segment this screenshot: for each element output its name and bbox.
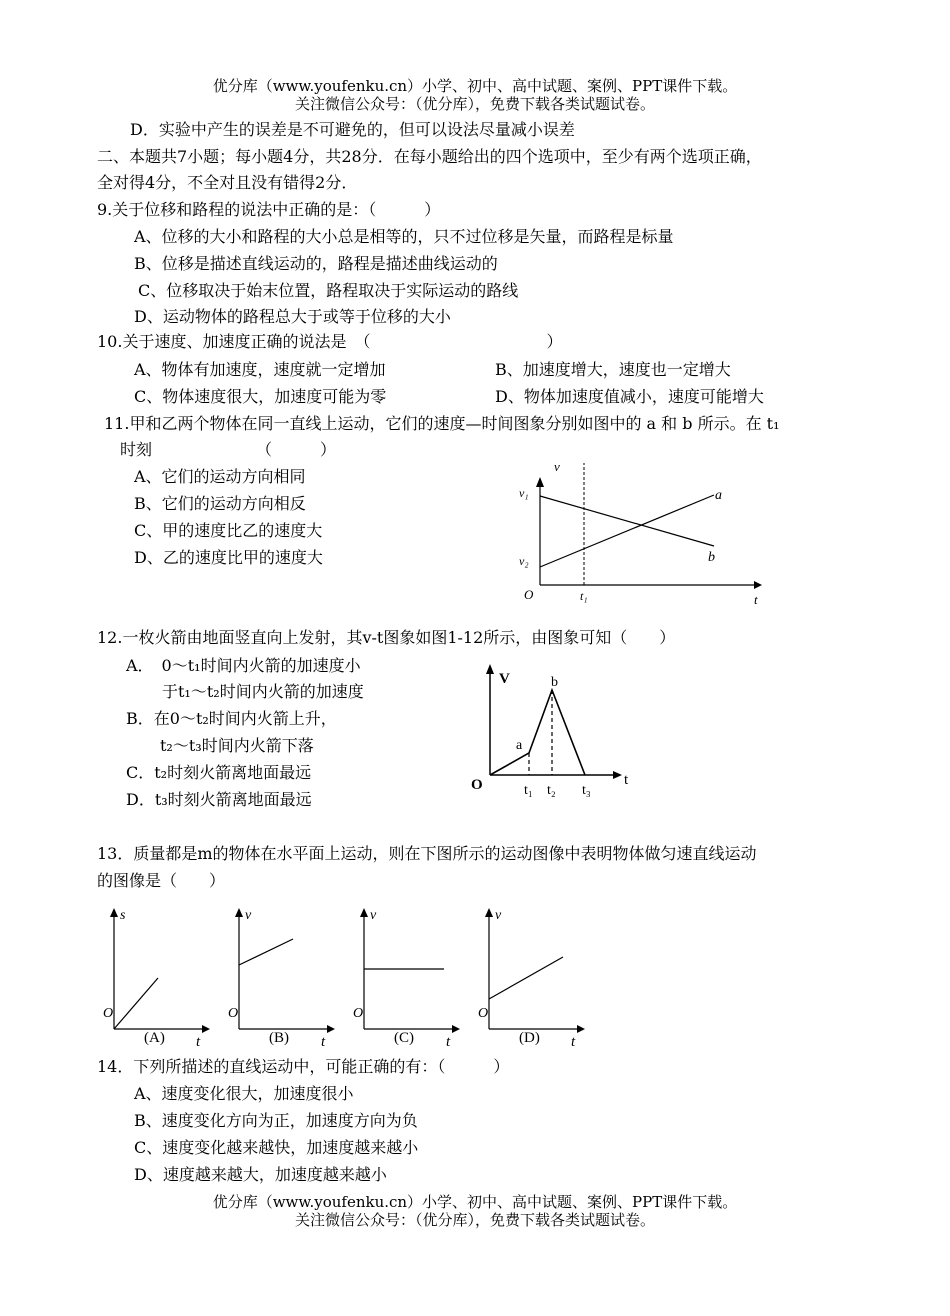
q11-option-a: A、它们的运动方向相同 [134,467,306,486]
q13-d-line [489,957,563,999]
q12-v-axis-arrow [486,664,494,674]
q13-a-origin: O [103,1006,114,1021]
q12-t-axis-label: t [624,772,629,788]
q9-option-b: B、位移是描述直线运动的，路程是描述曲线运动的 [134,254,498,273]
q12-vt-graph [465,660,645,805]
q11-line-a-label: a [715,488,722,503]
section2-line-2: 全对得4分，不全对且没有错得2分． [97,173,358,192]
q12-option-b: B．在0～t₂时间内火箭上升， [126,709,337,728]
q13-c-origin: O [353,1006,364,1021]
q12-v-axis-label: V [499,671,510,687]
q10-option-d: D、物体加速度值减小，速度可能增大 [495,387,764,406]
q9-option-d: D、运动物体的路程总大于或等于位移的大小 [134,307,451,326]
q14-option-c: C、速度变化越来越快，加速度越来越小 [134,1138,419,1157]
q12-t1-label: t₁ [524,783,533,798]
q12-t2-label: t₂ [547,783,556,798]
q11-line-b [540,496,714,546]
q12-t3-label: t₃ [582,783,591,798]
q13-a-caption: (A) [144,1030,165,1046]
q14-stem: 14．下列所描述的直线运动中，可能正确的有：（ ） [97,1057,510,1076]
q13-c-y-label: v [370,908,377,923]
q11-v2-label: v₂ [519,554,529,568]
q12-origin-label: O [471,777,483,793]
q13-b-origin: O [228,1006,239,1021]
q13-stem: 13．质量都是m的物体在水平面上运动，则在下图所示的运动图像中表明物体做匀速直线运动 [97,844,757,863]
q13-graph-b [225,905,345,1050]
q13-b-line [239,939,293,965]
q9-option-c: C、位移取决于始末位置，路程取决于实际运动的路线 [138,281,519,300]
q13-graph-c [350,905,470,1050]
q10-stem: 10.关于速度、加速度正确的说法是 （ ） [97,332,563,351]
footer-line-2: 关注微信公众号：（优分库），免费下载各类试题试卷。 [294,1211,655,1229]
q13-b-t-label: t [321,1034,326,1050]
q11-option-b: B、它们的运动方向相反 [134,494,306,513]
q13-a-t-axis-arrow [202,1025,210,1033]
q13-d-origin: O [478,1006,489,1021]
q13-a-line [114,978,158,1029]
q14-option-a: A、速度变化很大，加速度很小 [134,1084,354,1103]
header-line-2: 关注微信公众号：（优分库），免费下载各类试题试卷。 [294,95,655,113]
q12-t-axis-arrow [613,771,622,779]
q12-vt-curve [490,690,585,775]
q11-vt-graph [500,455,780,610]
q11-t-axis-arrow [754,581,762,589]
q13-stem-2: 的图像是（ ） [97,871,226,890]
q11-origin-label: O [524,587,534,602]
q11-t-axis-label: t [754,592,758,607]
q13-b-caption: (B) [269,1030,289,1046]
q11-v1-label: v₁ [519,486,529,500]
q13-c-y-axis-arrow [360,908,368,917]
q12-point-b-label: b [551,675,558,690]
q12-option-a-cont: 于t₁～t₂时间内火箭的加速度 [162,682,364,701]
q11-line-b-label: b [708,550,715,565]
q14-option-b: B、速度变化方向为正，加速度方向为负 [134,1111,418,1130]
q11-option-c: C、甲的速度比乙的速度大 [134,521,323,540]
q11-stem-2: 时刻 （ ） [120,440,337,459]
q12-stem: 12.一枚火箭由地面竖直向上发射，其v-t图象如图1-12所示，由图象可知（ ） [97,628,676,647]
q13-b-t-axis-arrow [327,1025,335,1033]
q9-option-a: A、位移的大小和路程的大小总是相等的，只不过位移是矢量，而路程是标量 [134,227,674,246]
q8-option-d: D．实验中产生的误差是不可避免的，但可以设法尽量减小误差 [130,120,575,139]
q13-c-caption: (C) [394,1030,414,1046]
q9-stem: 9.关于位移和路程的说法中正确的是：（ ） [97,200,441,219]
q12-option-c: C．t₂时刻火箭离地面最远 [126,763,312,782]
q12-option-b-cont: t₂～t₃时间内火箭下落 [160,736,314,755]
section2-line-1: 二、本题共7小题；每小题4分，共28分．在每小题给出的四个选项中，至少有两个选项正确， [97,147,762,166]
q13-c-t-label: t [446,1034,451,1050]
q13-graph-a [100,905,220,1050]
q11-line-a [540,495,714,567]
q12-option-a: A． 0～t₁时间内火箭的加速度小 [126,656,361,675]
q10-option-b: B、加速度增大，速度也一定增大 [495,360,731,379]
q11-stem: 11.甲和乙两个物体在同一直线上运动，它们的速度—时间图象分别如图中的 a 和 b 所示。在 t₁ [104,414,780,433]
q11-v-axis-arrow [536,477,544,487]
q10-option-c: C、物体速度很大，加速度可能为零 [134,387,387,406]
q11-v-axis-label: v [554,459,560,474]
q11-t1-label: t₁ [580,589,588,603]
q13-a-y-axis-arrow [110,908,118,917]
q13-b-y-axis-arrow [235,908,243,917]
q13-c-t-axis-arrow [452,1025,460,1033]
q13-a-t-label: t [196,1034,201,1050]
q13-graph-d [475,905,595,1050]
q13-d-t-label: t [571,1034,576,1050]
q13-a-y-label: s [120,908,126,923]
q13-d-y-axis-arrow [485,908,493,917]
header-line-1: 优分库（www.youfenku.cn）小学、初中、高中试题、案例、PPT课件下载。 [212,77,738,95]
q13-d-t-axis-arrow [577,1025,585,1033]
footer-line-1: 优分库（www.youfenku.cn）小学、初中、高中试题、案例、PPT课件下载。 [212,1193,738,1211]
q12-point-a-label: a [516,738,523,753]
q11-option-d: D、乙的速度比甲的速度大 [134,548,323,567]
q14-option-d: D、速度越来越大，加速度越来越小 [134,1165,387,1184]
q12-option-d: D．t₃时刻火箭离地面最远 [126,790,312,809]
q13-d-y-label: v [495,908,502,923]
q10-option-a: A、物体有加速度，速度就一定增加 [134,360,386,379]
q13-d-caption: (D) [519,1030,540,1046]
q13-b-y-label: v [245,908,252,923]
